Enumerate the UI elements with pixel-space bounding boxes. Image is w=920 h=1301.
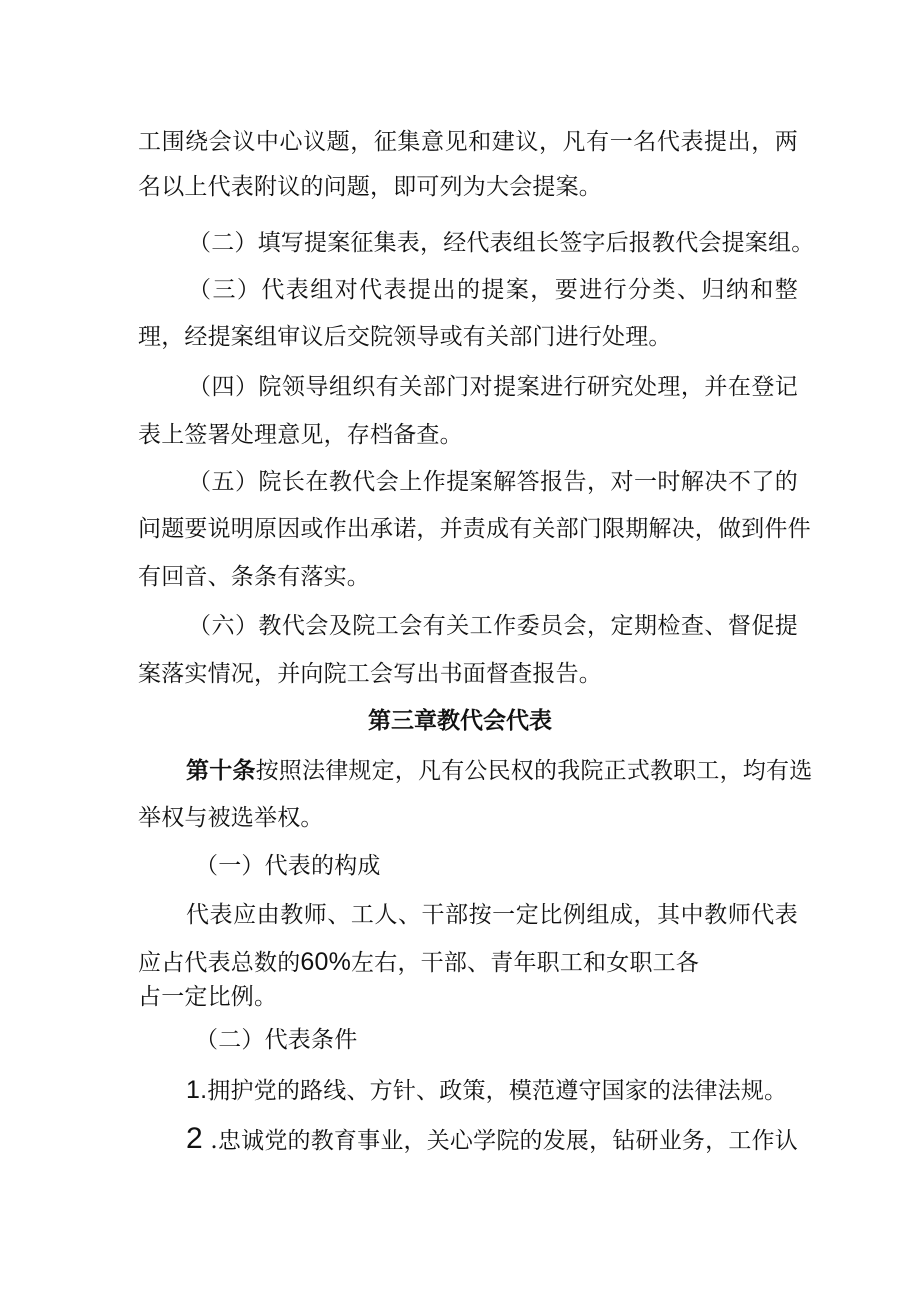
text-line: （四）院领导组织有关部门对提案进行研究处理，并在登记 bbox=[188, 374, 798, 400]
text-line: （二）填写提案征集表，经代表组长签字后报教代会提案组。 bbox=[188, 230, 815, 256]
text-line: 案落实情况，并向院工会写出书面督查报告。 bbox=[138, 661, 602, 687]
article-10-line bbox=[186, 756, 813, 786]
text-line: 代表应由教师、工人、干部按一定比例组成，其中教师代表 bbox=[186, 902, 798, 928]
text-line: 工围绕会议中心议题，征集意见和建议，凡有一名代表提出，两 bbox=[138, 129, 798, 155]
text-line: 占一定比例。 bbox=[138, 984, 278, 1010]
text-span: 应占代表总数的 bbox=[138, 950, 301, 976]
text-line: （三）代表组对代表提出的提案，要进行分类、归纳和整 bbox=[188, 277, 798, 303]
text-line: （六）教代会及院工会有关工作委员会，定期检查、督促提 bbox=[188, 613, 798, 639]
text-line: 表上签署处理意见，存档备查。 bbox=[138, 422, 463, 448]
list-text: 拥护党的路线、方针、政策，模范遵守国家的法律法规。 bbox=[207, 1078, 788, 1104]
text-span: 左右，干部、青年职工和女职工各 bbox=[351, 950, 700, 976]
section-heading: （一）代表的构成 bbox=[195, 853, 381, 879]
list-number: 2 bbox=[186, 1122, 203, 1155]
list-item bbox=[186, 1124, 798, 1156]
text-line: 理，经提案组审议后交院领导或有关部门进行处理。 bbox=[138, 324, 672, 350]
text-line: 有回音、条条有落实。 bbox=[138, 564, 370, 590]
chapter-heading: 第三章教代会代表 bbox=[368, 708, 552, 734]
section-heading: （二）代表条件 bbox=[195, 1027, 358, 1053]
text-line: 名以上代表附议的问题，即可列为大会提案。 bbox=[138, 174, 602, 200]
percent-value: 60% bbox=[300, 948, 352, 976]
text-line: 举权与被选举权。 bbox=[138, 805, 324, 831]
list-item bbox=[186, 1075, 798, 1106]
text-line: （五）院长在教代会上作提案解答报告，对一时解决不了的 bbox=[188, 469, 798, 495]
article-text: 按照法律规定，凡有公民权的我院正式教职工，均有选 bbox=[255, 758, 813, 784]
text-line bbox=[138, 947, 798, 978]
text-line: 问题要说明原因或作出承诺，并责成有关部门限期解决，做到件件 bbox=[138, 516, 811, 542]
list-number: 1. bbox=[186, 1076, 208, 1104]
list-text: .忠诚党的教育事业，关心学院的发展，钻研业务，工作认 bbox=[202, 1128, 798, 1154]
article-label: 第十条 bbox=[186, 758, 256, 784]
